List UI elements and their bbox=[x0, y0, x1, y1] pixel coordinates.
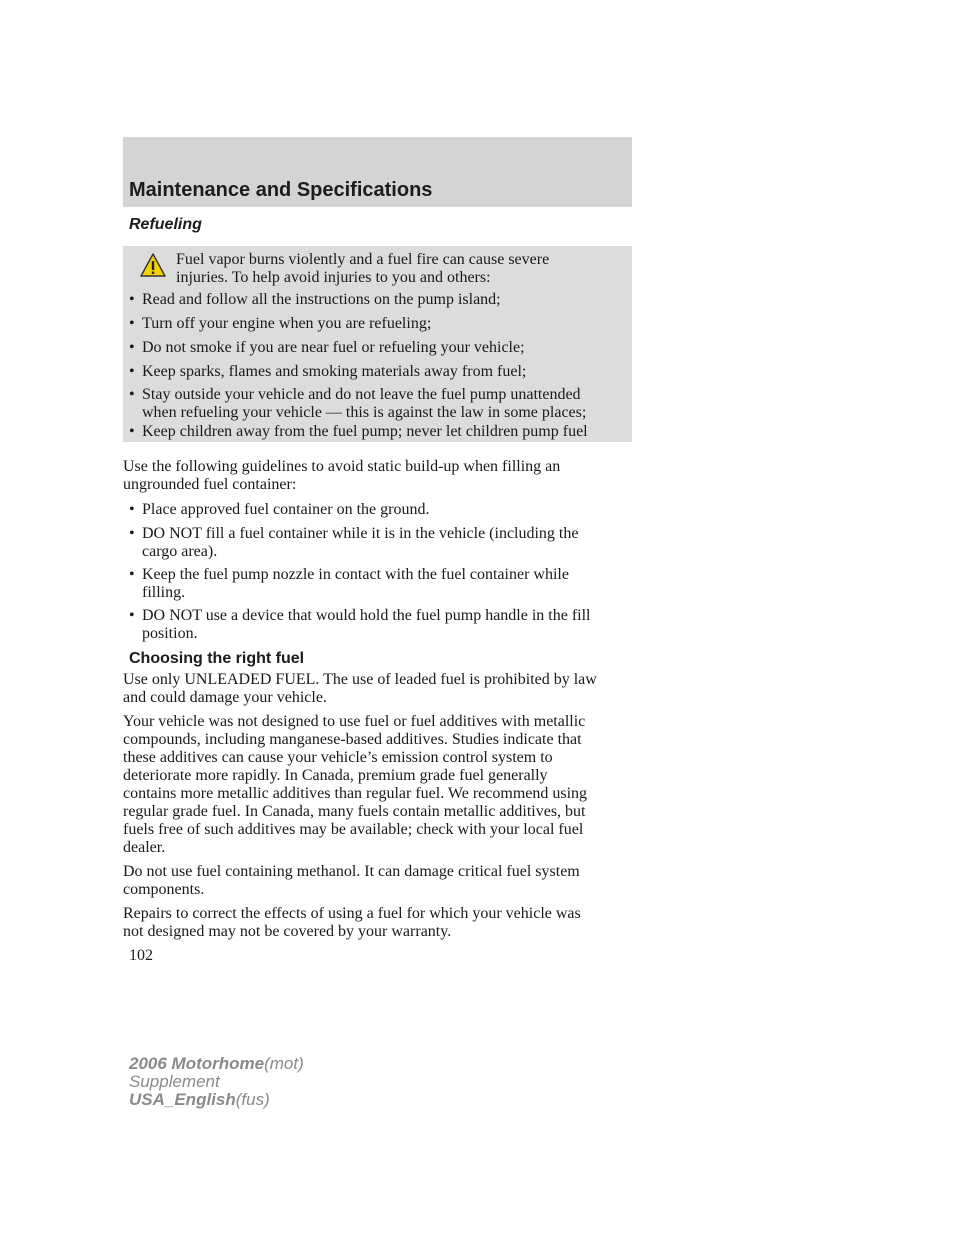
page-title: Maintenance and Specifications bbox=[129, 179, 433, 201]
static-intro-line-1: Use the following guidelines to avoid static build-up when filling an bbox=[123, 458, 561, 475]
bullet-glyph: • bbox=[129, 501, 135, 518]
warning-item: Stay outside your vehicle and do not leave the fuel pump unattended bbox=[142, 386, 581, 403]
footer-supplement: Supplement bbox=[129, 1072, 220, 1091]
paragraph-line: dealer. bbox=[123, 839, 166, 856]
bullet-glyph: • bbox=[129, 386, 135, 403]
paragraph-line: not designed may not be covered by your warranty. bbox=[123, 923, 452, 940]
warning-intro-line-1: Fuel vapor burns violently and a fuel fire can cause severe bbox=[176, 251, 550, 268]
static-item: DO NOT use a device that would hold the fuel pump handle in the fill bbox=[142, 607, 591, 624]
bullet-glyph: • bbox=[129, 423, 135, 440]
bullet-glyph: • bbox=[129, 566, 135, 583]
section-header-band bbox=[123, 137, 632, 207]
paragraph-line: components. bbox=[123, 881, 205, 898]
paragraph-line: compounds, including manganese-based additives. Studies indicate that bbox=[123, 731, 582, 748]
paragraph-line: these additives can cause your vehicle’s emission control system to bbox=[123, 749, 553, 766]
static-item: Place approved fuel container on the ground. bbox=[142, 501, 430, 518]
footer-language: USA_English bbox=[129, 1090, 236, 1109]
static-item: Keep the fuel pump nozzle in contact with the fuel container while bbox=[142, 566, 569, 583]
static-item: DO NOT fill a fuel container while it is in the vehicle (including the bbox=[142, 525, 579, 542]
page-number: 102 bbox=[129, 947, 153, 964]
document-footer bbox=[129, 1055, 304, 1109]
static-item-continued: filling. bbox=[142, 584, 186, 601]
bullet-glyph: • bbox=[129, 291, 135, 308]
paragraph-line: contains more metallic additives than regular fuel. We recommend using bbox=[123, 785, 588, 802]
warning-item: Do not smoke if you are near fuel or refueling your vehicle; bbox=[142, 339, 525, 356]
paragraph-line: Repairs to correct the effects of using a fuel for which your vehicle was bbox=[123, 905, 581, 922]
bullet-glyph: • bbox=[129, 607, 135, 624]
warning-intro-line-2: injuries. To help avoid injuries to you and others: bbox=[176, 269, 491, 286]
paragraph-line: regular grade fuel. In Canada, many fuels contain metallic additives, but bbox=[123, 803, 586, 820]
warning-item: Read and follow all the instructions on the pump island; bbox=[142, 291, 501, 308]
bullet-glyph: • bbox=[129, 363, 135, 380]
warning-item: Turn off your engine when you are refueling; bbox=[142, 315, 432, 332]
paragraph-line: fuels free of such additives may be available; check with your local fuel bbox=[123, 821, 584, 838]
paragraph-line: Use only UNLEADED FUEL. The use of leaded fuel is prohibited by law bbox=[123, 671, 597, 688]
footer-language-code: (fus) bbox=[235, 1090, 270, 1109]
section-title-choosing-fuel: Choosing the right fuel bbox=[129, 650, 305, 667]
warning-icon bbox=[140, 253, 166, 277]
bullet-glyph: • bbox=[129, 315, 135, 332]
footer-model: 2006 Motorhome bbox=[129, 1054, 265, 1073]
section-title-refueling: Refueling bbox=[129, 216, 202, 233]
static-intro-line-2: ungrounded fuel container: bbox=[123, 476, 297, 493]
paragraph-line: Your vehicle was not designed to use fuel or fuel additives with metallic bbox=[123, 713, 586, 730]
static-item-continued: position. bbox=[142, 625, 198, 642]
warning-item: Keep sparks, flames and smoking materials away from fuel; bbox=[142, 363, 527, 380]
bullet-glyph: • bbox=[129, 525, 135, 542]
paragraph-line: Do not use fuel containing methanol. It can damage critical fuel system bbox=[123, 863, 580, 880]
paragraph-line: deteriorate more rapidly. In Canada, premium grade fuel generally bbox=[123, 767, 548, 784]
footer-model-code: (mot) bbox=[264, 1054, 304, 1073]
paragraph-line: and could damage your vehicle. bbox=[123, 689, 327, 706]
warning-item: Keep children away from the fuel pump; never let children pump fuel bbox=[142, 423, 588, 440]
static-item-continued: cargo area). bbox=[142, 543, 218, 560]
bullet-glyph: • bbox=[129, 339, 135, 356]
warning-item-continued: when refueling your vehicle — this is against the law in some places; bbox=[142, 404, 587, 421]
